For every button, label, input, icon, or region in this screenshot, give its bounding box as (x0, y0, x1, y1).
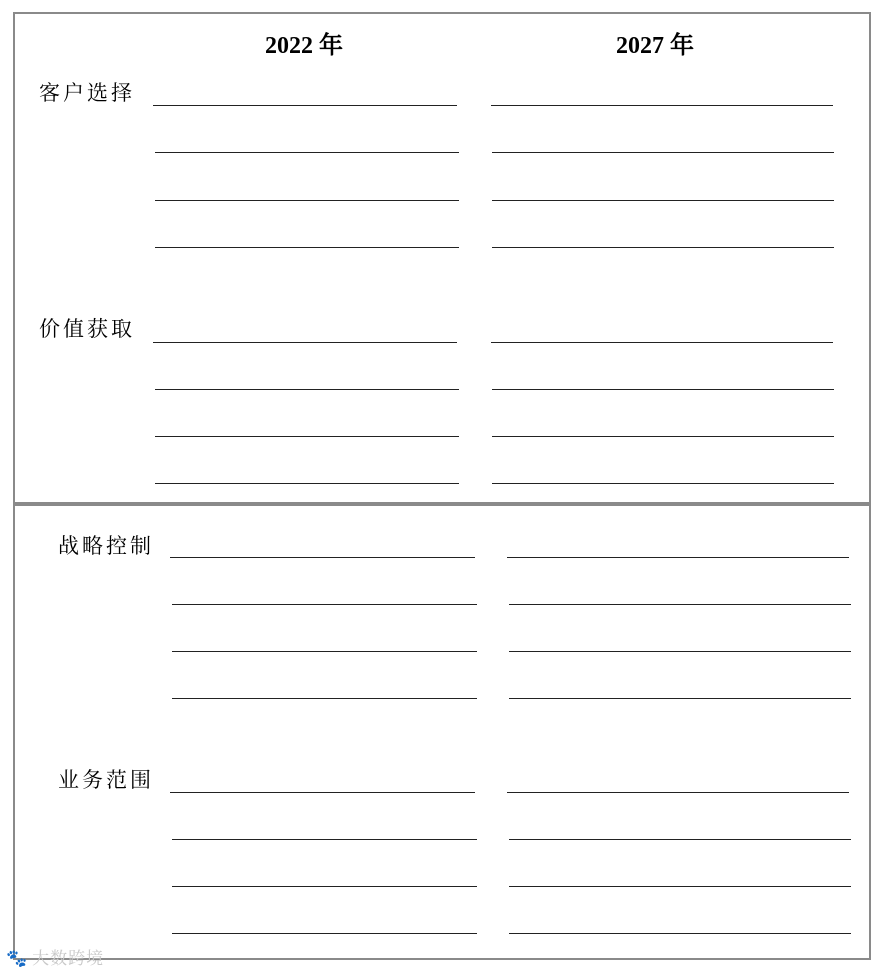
label-business-scope: 业务范围 (58, 768, 154, 792)
blank-line-strategic-control-2022-4[interactable] (172, 698, 477, 699)
blank-line-business-scope-2027-4[interactable] (509, 933, 851, 934)
blank-line-value-capture-2027-2[interactable] (492, 389, 834, 390)
watermark-text: 大数跨境 (32, 949, 105, 969)
blank-line-strategic-control-2027-3[interactable] (509, 651, 851, 652)
blank-line-value-capture-2022-3[interactable] (155, 436, 459, 437)
top-worksheet-panel (13, 12, 871, 504)
blank-line-customer-selection-2022-2[interactable] (155, 152, 459, 153)
blank-line-business-scope-2027-1[interactable] (507, 792, 849, 793)
blank-line-customer-selection-2022-4[interactable] (155, 247, 459, 248)
blank-line-strategic-control-2022-2[interactable] (172, 604, 477, 605)
blank-line-business-scope-2027-2[interactable] (509, 839, 851, 840)
blank-line-business-scope-2022-4[interactable] (172, 933, 477, 934)
blank-line-value-capture-2027-1[interactable] (491, 342, 833, 343)
blank-line-strategic-control-2027-4[interactable] (509, 698, 851, 699)
label-value-capture: 价值获取 (39, 317, 135, 341)
blank-line-value-capture-2022-2[interactable] (155, 389, 459, 390)
watermark-logo-icon: 🐾 (6, 949, 29, 969)
column-header-2022: 2022 年 (265, 33, 343, 59)
blank-line-business-scope-2022-2[interactable] (172, 839, 477, 840)
blank-line-strategic-control-2027-1[interactable] (507, 557, 849, 558)
blank-line-customer-selection-2022-3[interactable] (155, 200, 459, 201)
column-header-2027: 2027 年 (616, 33, 694, 59)
label-customer-selection: 客户选择 (39, 81, 135, 105)
blank-line-strategic-control-2022-3[interactable] (172, 651, 477, 652)
label-strategic-control: 战略控制 (58, 534, 154, 558)
blank-line-customer-selection-2027-4[interactable] (492, 247, 834, 248)
blank-line-strategic-control-2022-1[interactable] (170, 557, 475, 558)
blank-line-value-capture-2027-3[interactable] (492, 436, 834, 437)
blank-line-business-scope-2022-3[interactable] (172, 886, 477, 887)
blank-line-customer-selection-2022-1[interactable] (153, 105, 457, 106)
bottom-worksheet-panel (13, 504, 871, 960)
blank-line-strategic-control-2027-2[interactable] (509, 604, 851, 605)
blank-line-customer-selection-2027-3[interactable] (492, 200, 834, 201)
blank-line-customer-selection-2027-2[interactable] (492, 152, 834, 153)
watermark (6, 944, 104, 969)
blank-line-customer-selection-2027-1[interactable] (491, 105, 833, 106)
blank-line-value-capture-2027-4[interactable] (492, 483, 834, 484)
blank-line-business-scope-2027-3[interactable] (509, 886, 851, 887)
blank-line-business-scope-2022-1[interactable] (170, 792, 475, 793)
blank-line-value-capture-2022-1[interactable] (153, 342, 457, 343)
blank-line-value-capture-2022-4[interactable] (155, 483, 459, 484)
